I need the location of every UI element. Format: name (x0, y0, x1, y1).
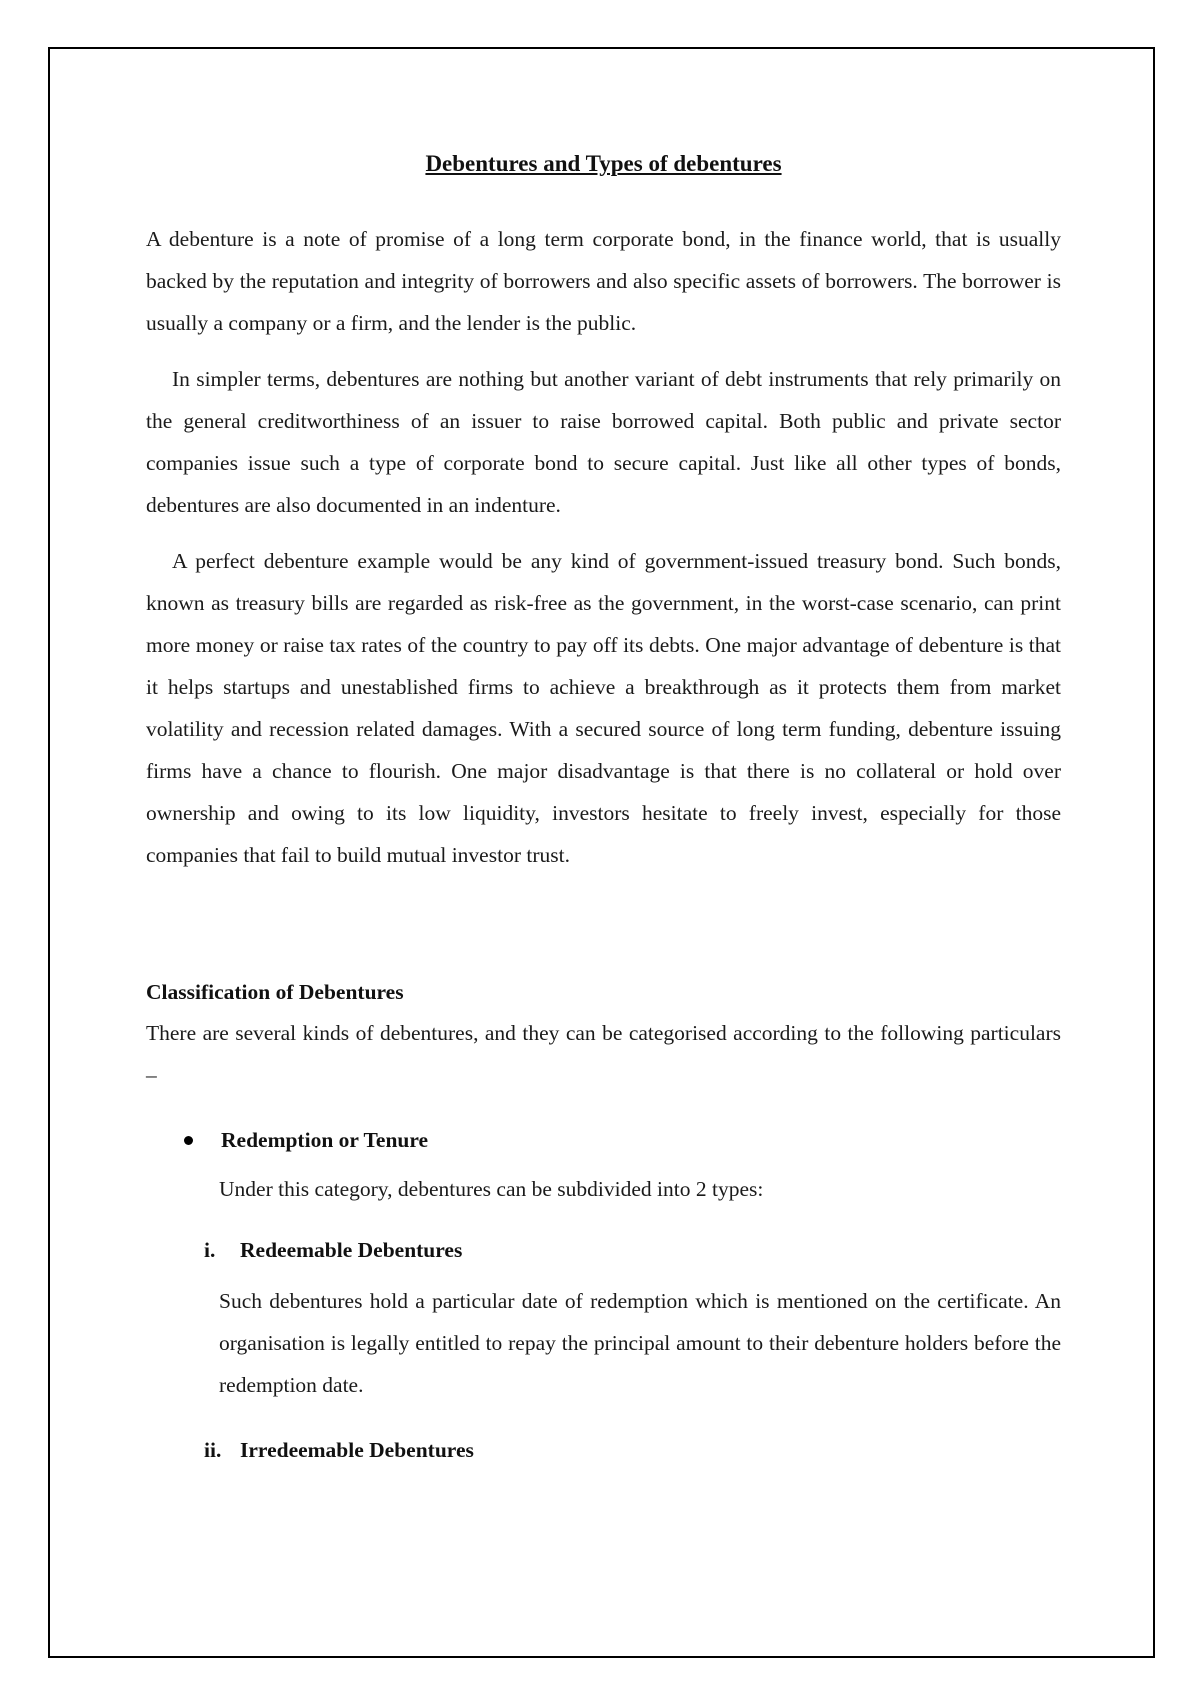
section-intro: There are several kinds of debentures, and they can be categorised according to the following particulars – (146, 1021, 1061, 1087)
document-body (146, 140, 1061, 1470)
section-heading-classification: Classification of Debentures (146, 980, 404, 1004)
bullet-description: Under this category, debentures can be subdivided into 2 types: (219, 1177, 764, 1201)
bullet-icon (184, 1136, 193, 1145)
paragraph-example: A perfect debenture example would be any kind of government-issued treasury bond. Such bonds, known as treasury bills are regarded as risk-free as the government, in the worst-case scenario, can print more money or raise tax rates of the country to pay off its debts. One major advantage of debenture is that it helps startups and unestablished firms to achieve a breakthrough as it protects them from market volatility and recession related damages. With a secured source of long term funding, debenture issuing firms have a chance to flourish. One major disadvantage is that there is no collateral or hold over ownership and owing to its low liquidity, investors hesitate to freely invest, especially for those companies that fail to build mutual investor trust. (146, 549, 1061, 867)
type-label: Redeemable Debentures (240, 1238, 463, 1262)
paragraph-definition: A debenture is a note of promise of a long term corporate bond, in the finance world, that is usually backed by the reputation and integrity of borrowers and also specific assets of borrowers. The borrower is usually a company or a firm, and the lender is the public. (146, 227, 1061, 335)
type-label: Irredeemable Debentures (240, 1438, 474, 1462)
type-item-irredeemable (146, 1430, 1061, 1470)
type-item-redeemable (146, 1230, 1061, 1270)
type-numeral: i. (204, 1238, 216, 1262)
type-description: Such debentures hold a particular date of redemption which is mentioned on the certificate. An organisation is legally entitled to repay the principal amount to their debenture holders before the redemption date. (219, 1289, 1061, 1397)
paragraph-simpler-terms: In simpler terms, debentures are nothing but another variant of debt instruments that rely primarily on the general creditworthiness of an issuer to raise borrowed capital. Both public and private sector companies issue such a type of corporate bond to secure capital. Just like all other types of bonds, debentures are also documented in an indenture. (146, 367, 1061, 517)
page-title: Debentures and Types of debentures (425, 151, 782, 176)
type-numeral: ii. (204, 1438, 222, 1462)
bullet-item-redemption (146, 1120, 1061, 1160)
bullet-label: Redemption or Tenure (221, 1128, 429, 1152)
